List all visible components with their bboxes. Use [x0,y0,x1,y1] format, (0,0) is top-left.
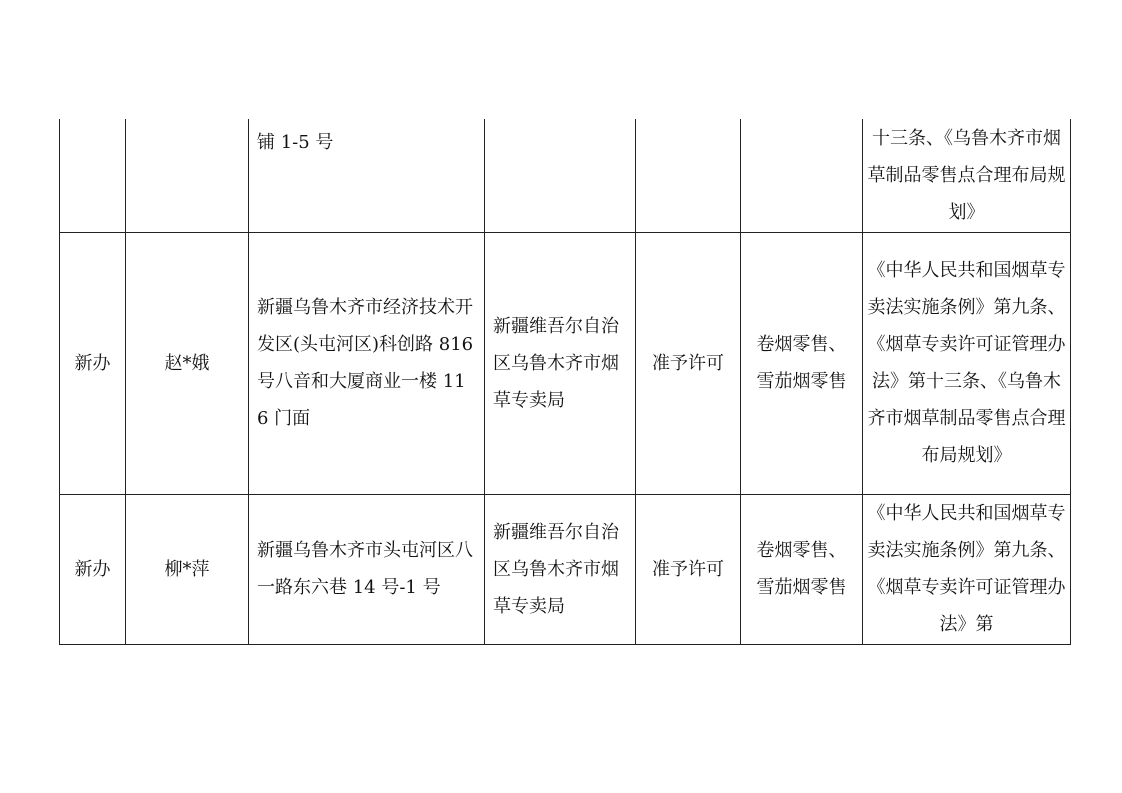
cell-basis: 《中华人民共和国烟草专卖法实施条例》第九条、《烟草专卖许可证管理办法》第十三条、《乌鲁木齐市烟草制品零售点合理布局规划》 [863,232,1071,494]
table-row [60,232,1071,494]
cell-basis: 十三条、《乌鲁木齐市烟草制品零售点合理布局规划》 [863,119,1071,232]
table-row [60,494,1071,644]
cell-scope [741,119,863,232]
cell-address: 铺 1-5 号 [249,119,485,232]
cell-address: 新疆乌鲁木齐市头屯河区八一路东六巷 14 号-1 号 [249,494,485,644]
cell-name: 赵*娥 [126,232,249,494]
cell-type: 新办 [60,232,126,494]
cell-decision: 准予许可 [636,494,741,644]
cell-scope: 卷烟零售、雪茄烟零售 [741,494,863,644]
cell-decision [636,119,741,232]
cell-address: 新疆乌鲁木齐市经济技术开发区(头屯河区)科创路 816 号八音和大厦商业一楼 116 门面 [249,232,485,494]
license-table [59,119,1071,645]
cell-name [126,119,249,232]
cell-decision: 准予许可 [636,232,741,494]
cell-authority: 新疆维吾尔自治区乌鲁木齐市烟草专卖局 [485,494,636,644]
cell-name: 柳*萍 [126,494,249,644]
cell-type: 新办 [60,494,126,644]
cell-authority [485,119,636,232]
table-row [60,119,1071,232]
cell-authority: 新疆维吾尔自治区乌鲁木齐市烟草专卖局 [485,232,636,494]
cell-type [60,119,126,232]
cell-scope: 卷烟零售、雪茄烟零售 [741,232,863,494]
cell-basis: 《中华人民共和国烟草专卖法实施条例》第九条、《烟草专卖许可证管理办法》第 [863,494,1071,644]
